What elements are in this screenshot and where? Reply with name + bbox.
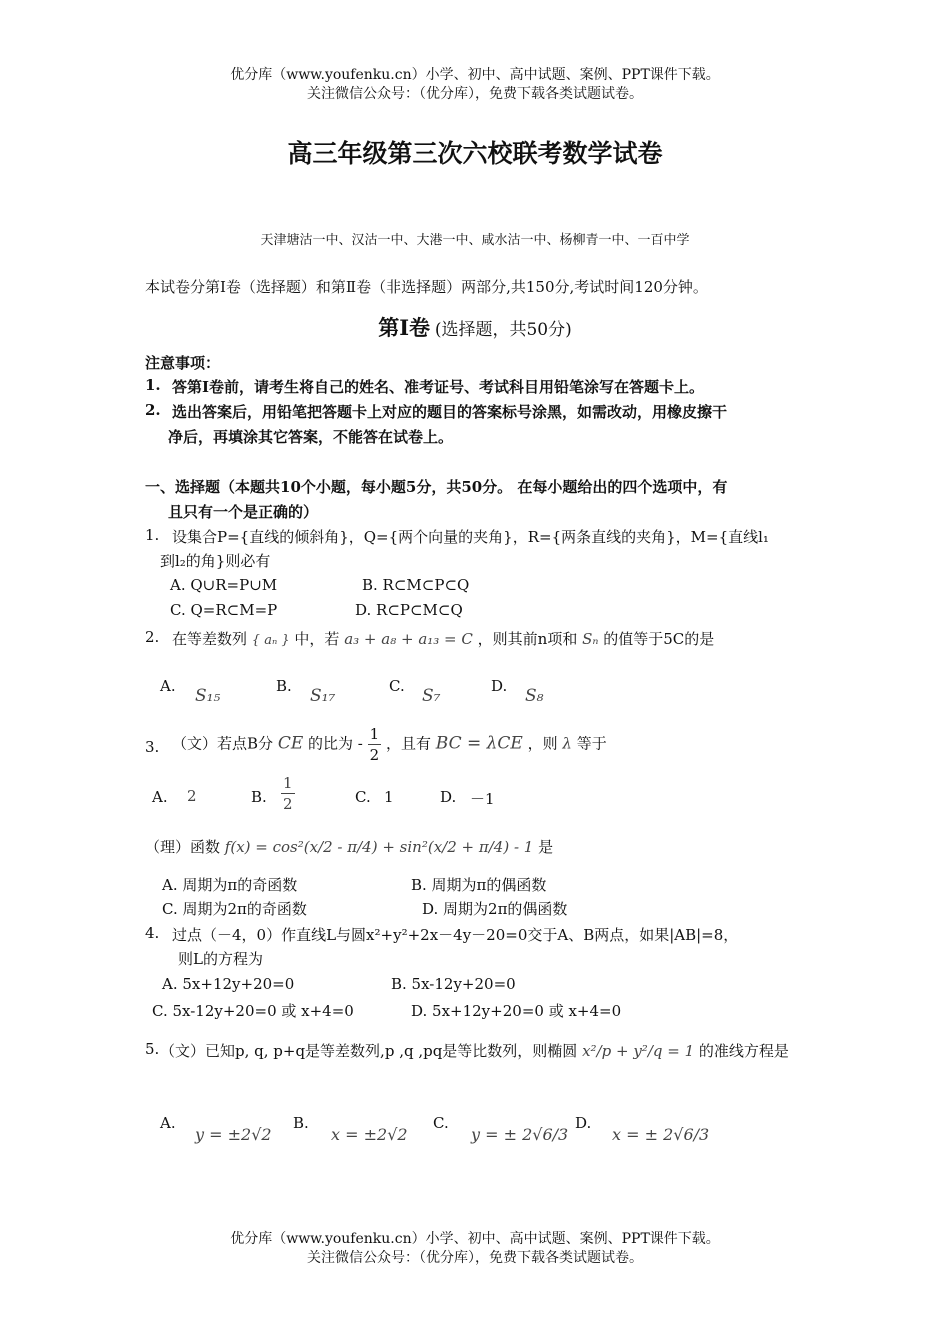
q4-line-2: 则L的方程为 <box>178 950 263 968</box>
q3-expr: BC = λCE <box>435 733 523 754</box>
q3-option-b-den: 2 <box>283 795 293 813</box>
section1-line-2: 且只有一个是正确的） <box>168 503 319 521</box>
q2-condition: a₃ + a₈ + a₁₃ = C <box>344 630 473 648</box>
q3-li-option-a: A. 周期为π的奇函数 <box>162 876 298 894</box>
q3-text-5: 等于 <box>576 734 607 753</box>
q2-text-1: 在等差数列 <box>172 630 248 648</box>
q2-option-d-label: D. <box>491 677 508 695</box>
q4-num: 4. <box>145 924 160 942</box>
footer-line-1: 优分库（www.youfenku.cn）小学、初中、高中试题、案例、PPT课件下载。 <box>230 1231 720 1247</box>
q5-num: 5. <box>145 1040 160 1058</box>
note-1-num: 1. <box>145 376 161 394</box>
q3-text-1: （文）若点B分 <box>172 734 274 753</box>
q5-option-c-label: C. <box>433 1114 449 1132</box>
q2-option-c-label: C. <box>389 677 405 695</box>
q3-text-3: ，且有 <box>385 734 431 753</box>
q3-option-b-label: B. <box>251 788 267 806</box>
q1-num: 1. <box>145 526 160 544</box>
q4-option-b: B. 5x-12y+20=0 <box>391 975 516 993</box>
q3-option-b-frac <box>281 773 295 814</box>
q3-li-text-1: （理）函数 <box>145 838 221 856</box>
q3-stem <box>172 724 607 765</box>
q2-num: 2. <box>145 628 160 646</box>
part1-sub: (选择题，共50分) <box>434 320 572 340</box>
q3-ratio-den: 2 <box>369 746 380 764</box>
q3-option-a: 2 <box>187 787 197 805</box>
note-2-line-2: 净后，再填涂其它答案，不能答在试卷上。 <box>168 428 454 446</box>
q3-ratio <box>368 724 382 765</box>
q3-option-d-label: D. <box>440 788 457 806</box>
q3-option-d: －1 <box>470 790 495 808</box>
note-1: 答第Ⅰ卷前，请考生将自己的姓名、准考证号、考试科目用铅笔涂写在答题卡上。 <box>172 378 705 396</box>
q5-option-d-label: D. <box>575 1114 592 1132</box>
q2-sequence: { aₙ } <box>251 633 290 648</box>
q5-text-2: 的准线方程是 <box>698 1042 789 1060</box>
q3-option-b-num: 1 <box>283 774 293 792</box>
q4-option-d: D. 5x+12y+20=0 或 x+4=0 <box>411 1002 622 1020</box>
q3-lambda: λ <box>562 734 572 753</box>
q3-num: 3. <box>145 738 160 756</box>
q3-text-2: 的比为 - <box>308 734 363 753</box>
part1-heading <box>0 312 950 342</box>
q3-li-text-2: 是 <box>538 838 554 856</box>
q2-option-c: S₇ <box>422 686 441 706</box>
q3-li-function: f(x) = cos²(x/2 - π/4) + sin²(x/2 + π/4) - 1 <box>224 838 534 856</box>
note-2-num: 2. <box>145 401 161 419</box>
q5-option-a-label: A. <box>160 1114 176 1132</box>
q5-option-a: y = ±2√2 <box>195 1125 272 1144</box>
schools-line: 天津塘沽一中、汉沽一中、大港一中、咸水沽一中、杨柳青一中、一百中学 <box>260 233 690 248</box>
q2-text-2: 中，若 <box>294 630 340 648</box>
q2-stem <box>172 628 714 649</box>
q1-line-2: 到l₂的角}则必有 <box>160 552 271 570</box>
q5-option-b: x = ±2√2 <box>331 1125 408 1144</box>
q3-option-b <box>281 773 295 814</box>
part1-main: 第Ⅰ卷 <box>378 315 431 340</box>
q5-option-c: y = ± 2√6/3 <box>471 1125 569 1144</box>
q4-option-a: A. 5x+12y+20=0 <box>162 975 295 993</box>
q1-line-1: 设集合P={直线的倾斜角}，Q={两个向量的夹角}，R={两条直线的夹角}，M={直线l₁ <box>172 528 769 546</box>
q3-li-stem <box>145 836 553 857</box>
footer-line-2: 关注微信公众号：（优分库），免费下载各类试题试卷。 <box>307 1250 643 1266</box>
intro-text: 本试卷分第Ⅰ卷（选择题）和第Ⅱ卷（非选择题）两部分,共150分,考试时间120分钟。 <box>145 278 708 296</box>
note-2-line-1: 选出答案后，用铅笔把答题卡上对应的题目的答案标号涂黑，如需改动，用橡皮擦干 <box>172 403 728 421</box>
header-line-1: 优分库（www.youfenku.cn）小学、初中、高中试题、案例、PPT课件下载。 <box>230 67 720 83</box>
q1-option-a: A. Q∪R=P∪M <box>170 576 278 594</box>
q3-option-c-label: C. <box>355 788 371 806</box>
q3-option-c: 1 <box>384 788 394 806</box>
q5-option-b-label: B. <box>293 1114 309 1132</box>
q5-stem <box>160 1040 789 1061</box>
q5-text-1: （文）已知p, q, p+q是等差数列,p ,q ,pq是等比数列，则椭圆 <box>160 1042 578 1060</box>
q2-option-b: S₁₇ <box>310 686 336 706</box>
q3-ratio-num: 1 <box>369 725 380 743</box>
q3-li-option-c: C. 周期为2π的奇函数 <box>162 900 307 918</box>
q2-option-d: S₈ <box>525 686 544 706</box>
q2-option-a: S₁₅ <box>195 686 221 706</box>
q2-text-3: ，则其前n项和 <box>477 630 578 648</box>
q1-option-d: D. R⊂P⊂M⊂Q <box>355 601 463 619</box>
notes-heading: 注意事项： <box>145 354 221 372</box>
q2-option-b-label: B. <box>276 677 292 695</box>
q3-ce: CE <box>277 733 304 754</box>
q1-option-b: B. R⊂M⊂P⊂Q <box>362 576 470 594</box>
section1-line-1: 一、选择题（本题共10个小题，每小题5分，共50分。 在每小题给出的四个选项中，有 <box>145 478 728 496</box>
q2-option-a-label: A. <box>160 677 176 695</box>
q1-option-c: C. Q=R⊂M=P <box>170 601 278 619</box>
q4-line-1: 过点（－4，0）作直线L与圆x²+y²+2x－4y－20=0交于A、B两点，如果|AB|=8， <box>172 926 739 944</box>
q4-option-c: C. 5x-12y+20=0 或 x+4=0 <box>152 1002 354 1020</box>
q2-sn: Sₙ <box>582 630 599 648</box>
header-line-2: 关注微信公众号：（优分库），免费下载各类试题试卷。 <box>307 86 643 102</box>
q2-text-4: 的值等于5C的是 <box>603 630 715 648</box>
q3-li-option-d: D. 周期为2π的偶函数 <box>422 900 568 918</box>
q3-text-4: ，则 <box>527 734 558 753</box>
q3-li-option-b: B. 周期为π的偶函数 <box>411 876 547 894</box>
q5-ellipse: x²/p + y²/q = 1 <box>582 1042 695 1060</box>
q3-option-a-label: A. <box>152 788 168 806</box>
q5-option-d: x = ± 2√6/3 <box>612 1125 710 1144</box>
page-title: 高三年级第三次六校联考数学试卷 <box>287 139 663 168</box>
